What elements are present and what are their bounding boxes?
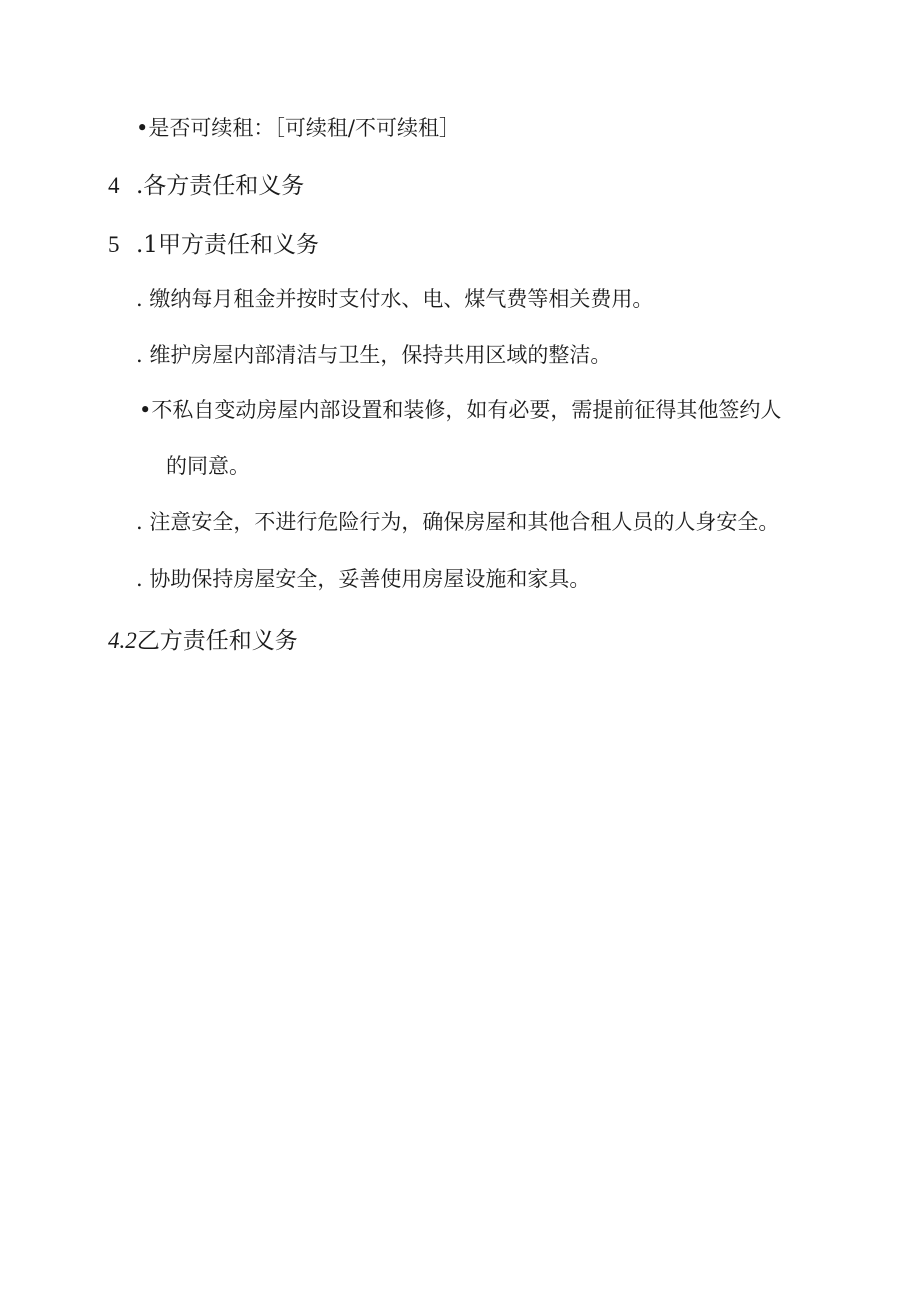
section-4-1-number: 5 [108, 232, 120, 257]
section-4-2-title: 乙方责任和义务 [136, 628, 298, 654]
section-4-2-heading [108, 627, 298, 655]
list-item: . 协助保持房屋安全，妥善使用房屋设施和家具。 [136, 567, 591, 591]
list-item: . 注意安全，不进行危险行为，确保房屋和其他合租人员的人身安全。 [136, 510, 780, 534]
list-item: . 缴纳每月租金并按时支付水、电、煤气费等相关费用。 [136, 287, 654, 311]
list-item: •不私自变动房屋内部设置和装修，如有必要，需提前征得其他签约人 [139, 398, 782, 422]
section-4-number: 4 [108, 173, 120, 198]
renewal-option-line: •是否可续租：［可续租/不可续租］ [136, 116, 460, 140]
section-4-1-heading [108, 231, 319, 259]
list-item: . 维护房屋内部清洁与卫生，保持共用区域的整洁。 [136, 343, 612, 367]
section-4-title: .各方责任和义务 [136, 173, 305, 199]
list-item-continuation: 的同意。 [166, 454, 250, 478]
section-4-heading [108, 172, 304, 200]
section-4-2-number: 4.2 [108, 628, 137, 653]
section-4-1-title: .1甲方责任和义务 [136, 232, 319, 258]
